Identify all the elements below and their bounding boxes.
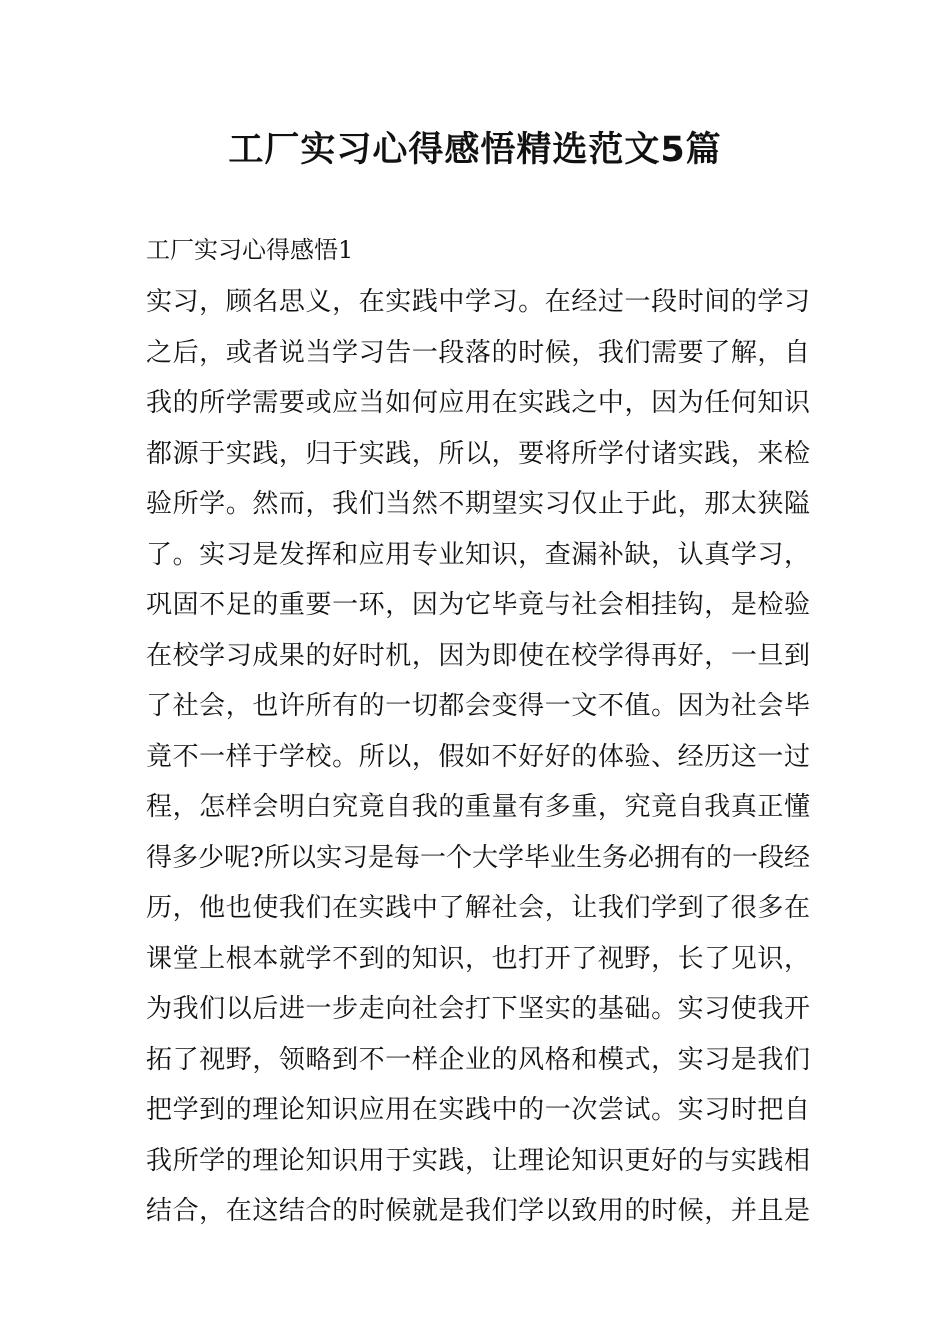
body-text-line: 程，怎样会明白究竟自我的重量有多重，究竟自我真正懂 (146, 792, 810, 822)
body-text-line: 课堂上根本就学不到的知识，也打开了视野，长了见识， (146, 943, 810, 974)
body-text-line: 了社会，也许所有的一切都会变得一文不值。因为社会毕 (146, 691, 810, 721)
body-text-line: 巩固不足的重要一环，因为它毕竟与社会相挂钩，是检验 (146, 590, 810, 620)
body-text-line: 实习，顾名思义，在实践中学习。在经过一段时间的学习 (146, 287, 810, 317)
body-text-line: 竟不一样于学校。所以，假如不好好的体验、经历这一过 (146, 741, 810, 772)
body-text-line: 了。实习是发挥和应用专业知识，查漏补缺，认真学习， (146, 539, 810, 570)
body-text-line: 之后，或者说当学习告一段落的时候，我们需要了解，自 (146, 337, 810, 368)
section-heading: 工厂实习心得感悟1 (146, 236, 354, 264)
body-text-line: 都源于实践，归于实践，所以，要将所学付诸实践，来检 (146, 438, 810, 469)
body-text-line: 结合，在这结合的时候就是我们学以致用的时候，并且是 (146, 1196, 810, 1226)
body-text-line: 历，他也使我们在实践中了解社会，让我们学到了很多在 (146, 893, 810, 923)
body-text-line: 我的所学需要或应当如何应用在实践之中，因为任何知识 (146, 388, 810, 418)
body-text-line: 得多少呢?所以实习是每一个大学毕业生务必拥有的一段经 (146, 842, 810, 873)
body-text (146, 277, 810, 1237)
document-title: 工厂实习心得感悟精选范文5篇 (228, 130, 722, 170)
body-text-line: 在校学习成果的好时机，因为即使在校学得再好，一旦到 (146, 640, 810, 671)
body-text-line: 为我们以后进一步走向社会打下坚实的基础。实习使我开 (146, 994, 810, 1024)
body-text-line: 我所学的理论知识用于实践，让理论知识更好的与实践相 (146, 1145, 810, 1176)
body-text-line: 拓了视野，领略到不一样企业的风格和模式，实习是我们 (146, 1044, 810, 1075)
body-text-line: 验所学。然而，我们当然不期望实习仅止于此，那太狭隘 (146, 489, 810, 519)
body-text-line: 把学到的理论知识应用在实践中的一次尝试。实习时把自 (146, 1095, 810, 1125)
